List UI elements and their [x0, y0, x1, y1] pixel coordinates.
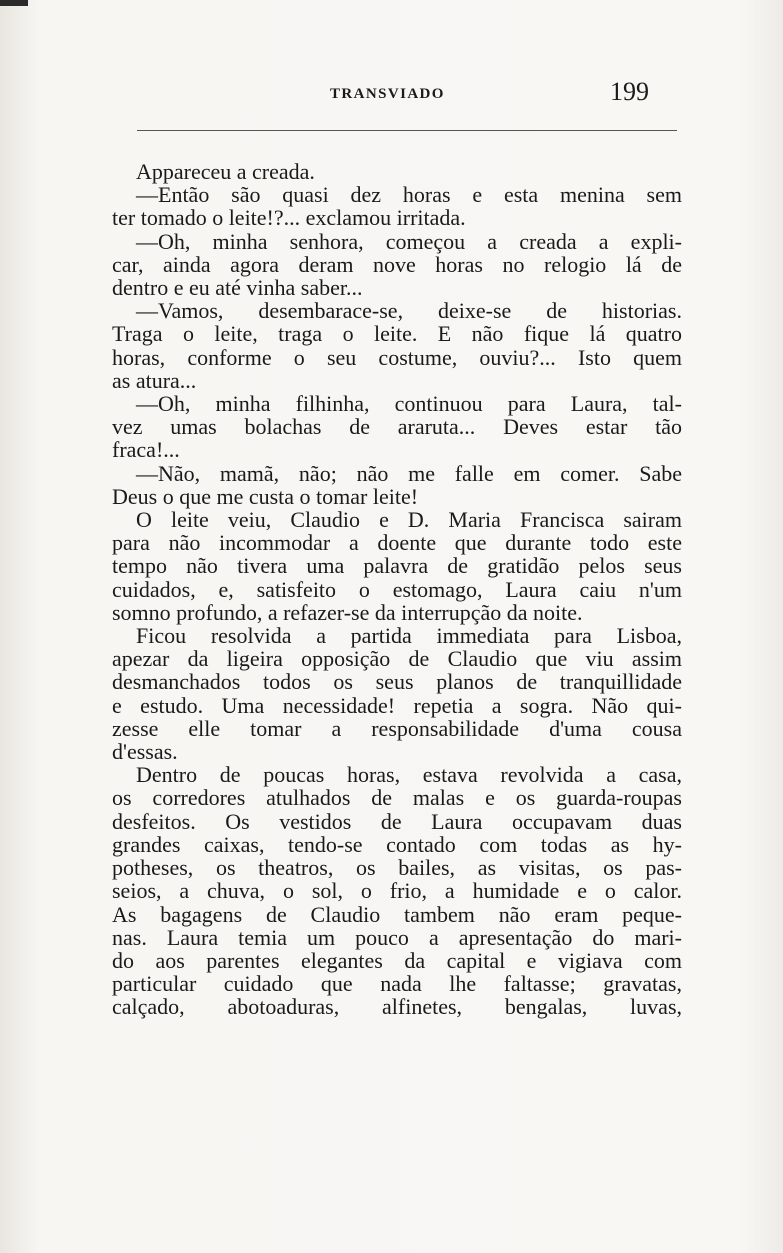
text-line: particular cuidado que nada lhe faltasse; gravatas,: [112, 971, 682, 997]
text-line: —Oh, minha senhora, começou a creada a expli-: [136, 228, 682, 254]
text-line: e estudo. Uma necessidade! repetia a sogra. Não qui-: [112, 692, 682, 718]
text-line: somno profundo, a refazer-se da interrupção da noite.: [112, 599, 583, 625]
text-line: d'essas.: [112, 739, 178, 765]
text-line: nas. Laura temia um pouco a apresentação do mari-: [112, 924, 682, 950]
text-line: as atura...: [112, 367, 197, 393]
text-line: desmanchados todos os seus planos de tranquillidade: [112, 669, 682, 695]
text-line: O leite veiu, Claudio e D. Maria Francisca sairam: [136, 507, 682, 533]
text-line: cuidados, e, satisfeito o estomago, Laura caiu n'um: [112, 576, 682, 602]
text-line: calçado, abotoaduras, alfinetes, bengalas, luvas,: [112, 994, 682, 1020]
text-line: Ficou resolvida a partida immediata para Lisboa,: [136, 623, 682, 649]
text-line: horas, conforme o seu costume, ouviu?... Isto quem: [112, 344, 682, 370]
text-line: fraca!...: [112, 437, 180, 463]
text-line: para não incommodar a doente que durante todo este: [112, 530, 682, 556]
text-line: Dentro de poucas horas, estava revolvida a casa,: [136, 762, 682, 788]
scan-corner-mark: [0, 0, 28, 6]
body-text: [112, 160, 682, 1019]
text-line: As bagagens de Claudio tambem não eram peque-: [112, 901, 682, 927]
text-line: Appareceu a creada.: [136, 159, 315, 184]
text-line: desfeitos. Os vestidos de Laura occupavam duas: [112, 808, 682, 834]
text-line: grandes caixas, tendo-se contado com todas as hy-: [112, 831, 682, 857]
text-line: apezar da ligeira opposição de Claudio que viu assim: [112, 646, 682, 672]
text-line: vez umas bolachas de araruta... Deves estar tão: [112, 414, 682, 440]
text-line: ter tomado o leite!?... exclamou irritada.: [112, 205, 466, 231]
text-line: Traga o leite, traga o leite. E não fique lá quatro: [112, 321, 682, 347]
text-line: do aos parentes elegantes da capital e vigiava com: [112, 947, 682, 973]
text-line: —Não, mamã, não; não me falle em comer. Sabe: [136, 460, 682, 486]
text-line: dentro e eu até vinha saber...: [112, 275, 363, 301]
text-line: car, ainda agora deram nove horas no relogio lá de: [112, 251, 682, 277]
text-line: —Então são quasi dez horas e esta menina sem: [136, 182, 682, 208]
text-line: Deus o que me custa o tomar leite!: [112, 483, 419, 509]
text-line: potheses, os theatros, os bailes, as visitas, os pas-: [112, 855, 682, 881]
text-line: —Vamos, desembarace-se, deixe-se de historias.: [136, 298, 682, 324]
page-number: 199: [610, 77, 649, 106]
text-line: zesse elle tomar a responsabilidade d'uma cousa: [112, 715, 682, 741]
text-line: tempo não tivera uma palavra de gratidão pelos seus: [112, 553, 682, 579]
text-line: seios, a chuva, o sol, o frio, a humidade e o calor.: [112, 878, 682, 904]
text-line: —Oh, minha filhinha, continuou para Laura, tal-: [136, 391, 682, 417]
header-rule: [137, 130, 677, 131]
text-line: os corredores atulhados de malas e os guarda-roupas: [112, 785, 682, 811]
running-head: TRANSVIADO: [330, 86, 445, 102]
